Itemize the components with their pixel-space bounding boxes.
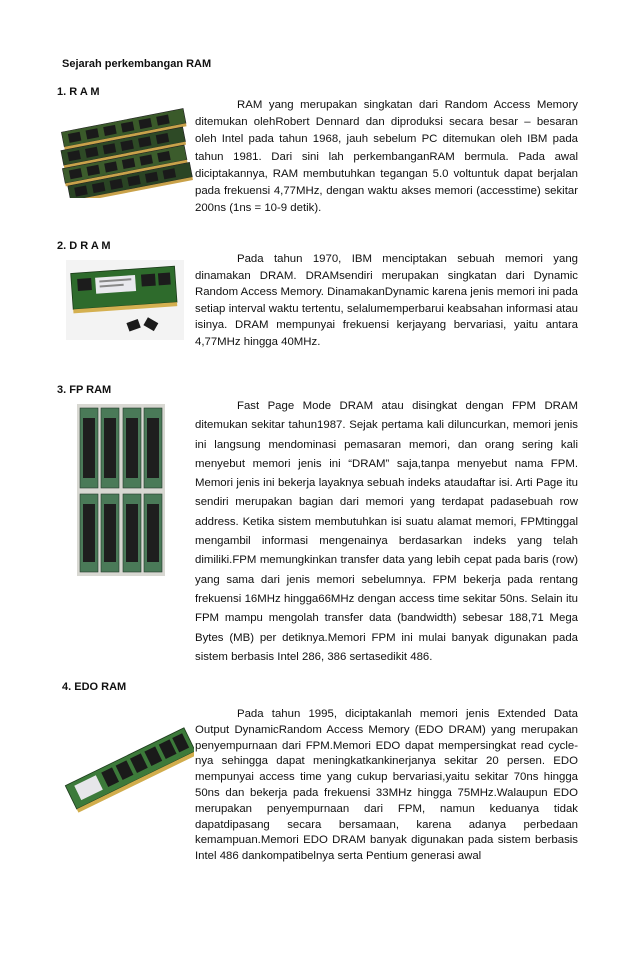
dram-module-image bbox=[66, 260, 184, 340]
section-heading-fp-ram: 3. FP RAM bbox=[57, 384, 112, 396]
fpm-chips-image bbox=[77, 404, 165, 576]
document-title: Sejarah perkembangan RAM bbox=[62, 58, 212, 70]
section-body-ram: RAM yang merupakan singkatan dari Random Access Memory ditemukan olehRobert Dennard dan diproduksi secara besar – besaran oleh Intel pada tahun 1968, jauh sebelum PC ditemukan oleh IBM pada tahun 1981. Dari sini lah perkembanganRAM bermula. Pada awal diciptakannya, RAM membutuhkan tegangan 5.0 voltuntuk dapat berjalan pada frekuensi 4,77MHz, dengan waktu akses memori (accesstime) sekitar 200ns (1ns = 10-9 detik). bbox=[195, 99, 578, 215]
section-body-dram: Pada tahun 1970, IBM menciptakan sebuah memori yang dinamakan DRAM. DRAMsendiri merupakan singkatan dari Dynamic Random Access Memory. DinamakanDynamic karena jenis memori ini pada setiap interval waktu tertentu, selalumemperbarui keabsahan informasi atau isinya. DRAM mempunyai frekuensi kerjayang bervariasi, yaitu antara 4,77MHz hingga 40MHz. bbox=[195, 253, 578, 348]
edo-module-image bbox=[64, 718, 194, 818]
section-body-edo-ram: Pada tahun 1995, diciptakanlah memori jenis Extended Data Output DynamicRandom Access Memory (EDO DRAM) yang merupakan penyempurnaan dari FPM.Memori EDO dapat mempersingkat read cycle-nya sehingga dapat meningkatkankinerjanya sekitar 20 persen. EDO mempunyai access time yang cukup bervariasi,yaitu sekitar 70ns hingga 50ns dan bekerja pada frekuensi 33MHz hingga 75MHz.Walaupun EDO merupakan penyempurnaan dari FPM, namun keduanya tidak dapatdipasang secara bersamaan, karena adanya perbedaan kemampuan.Memori EDO DRAM banyak digunakan pada sistem berbasis Intel 486 dankompatibelnya serta Pentium generasi awal bbox=[195, 708, 578, 863]
section-heading-edo-ram: 4. EDO RAM bbox=[62, 681, 127, 693]
section-body-fp-ram: Fast Page Mode DRAM atau disingkat dengan FPM DRAM ditemukan sekitar tahun1987. Sejak pertama kali diluncurkan, memori jenis ini langsung mendominasi pemasaran memori, dan orang sering kali menyebut memori jenis ini “DRAM” saja,tanpa menyebut nama FPM. Memori jenis ini bekerja layaknya sebuah indeks ataudaftar isi. Arti Page itu sendiri merupakan bagian dari memori yang terdapat padasebuah row address. Ketika sistem membutuhkan isi suatu alamat memori, FPMtinggal mengambil informasi mengenainya berdasarkan indeks yang telah dimiliki.FPM memungkinkan transfer data yang lebih cepat pada baris (row) yang sama dari jenis memori sebelumnya. FPM bekerja pada rentang frekuensi 16MHz hingga66MHz dengan access time sekitar 50ns. Selain itu FPM mampu mengolah transfer data (bandwidth) sebesar 188,71 Mega Bytes (MB) per detiknya.Memori FPM ini mulai banyak digunakan pada sistem berbasis Intel 286, 386 sertasedikit 486. bbox=[195, 400, 578, 663]
section-heading-ram: 1. R A M bbox=[57, 86, 100, 98]
ram-sticks-image bbox=[60, 102, 194, 198]
section-heading-dram: 2. D R A M bbox=[57, 240, 111, 252]
